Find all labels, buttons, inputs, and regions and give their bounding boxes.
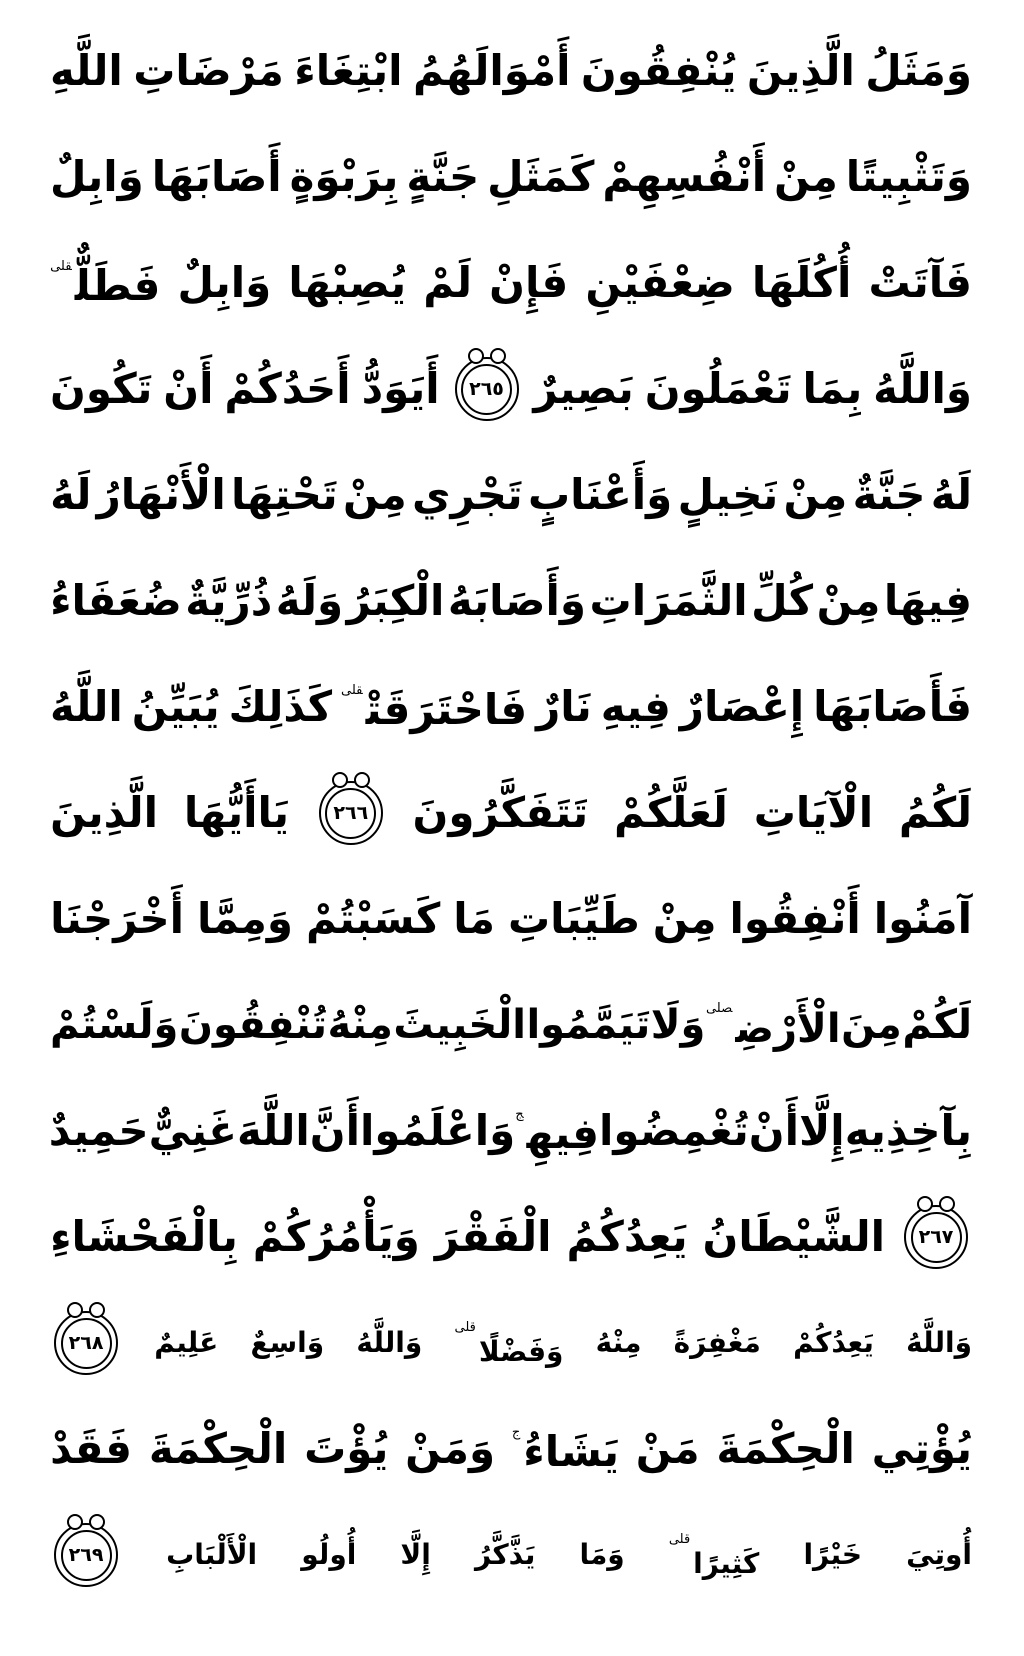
quran-word: أَمْوَالَهُمُ [412,46,571,95]
verse-number: ٢٦٥ [461,364,512,415]
quran-word: كُلِّ [751,576,814,625]
quran-word: أُوتِيَ [906,1538,972,1571]
quran-word: بِمَا [802,364,863,413]
quran-word: يُؤْتِي [871,1424,972,1473]
quran-word: بَصِيرٌ [533,364,634,413]
quran-word: ضِعْفَيْنِ [585,258,735,307]
quran-line-7 [50,654,972,760]
quran-word: أَحَدُكُمْ [224,364,351,413]
quran-word: فَإِنْ [489,258,569,307]
quran-word: وَيَأْمُرُكُمْ [252,1212,420,1261]
quran-word: لَكُمْ [902,1002,972,1048]
quran-word: لَعَلَّكُمْ [613,788,728,837]
quran-word: وَاللَّهُ [356,1326,423,1359]
quran-word: فَاحْتَرَقَتْ$^{قلى}$ [341,682,528,734]
quran-word: اللَّهَ [236,1106,310,1155]
quran-word: فِيهِ$^ج$ [515,1106,600,1158]
quran-word: جَنَّةٍ [406,152,480,201]
quran-word: وَلَا [650,1002,706,1048]
verse-end-marker [904,1205,968,1269]
quran-word: يَشَاءُ$^ج$ [511,1424,620,1476]
quran-word: الْحِكْمَةَ [716,1424,855,1473]
quran-word: لَمْ [423,258,472,307]
quran-word: وَمَثَلُ [865,46,972,95]
quran-word: يُؤْتَ [304,1424,389,1473]
waqf-mark: قلى [341,682,363,698]
verse-number: ٢٦٨ [61,1318,112,1369]
quran-word: إِلَّا [799,1106,845,1155]
verse-number: ٢٦٧ [911,1212,962,1263]
quran-word: بِرَبْوَةٍ [289,152,399,201]
waqf-mark: ج [515,1106,524,1122]
quran-word: وَلَهُ [275,576,344,625]
quran-word: مَنْ [635,1424,700,1473]
quran-word: أَخْرَجْنَا [50,894,185,943]
quran-word: أَصَابَهَا [151,152,282,201]
quran-word: الْفَقْرَ [434,1212,552,1261]
quran-word: أَيَوَدُّ [361,364,440,413]
quran-word: تَجْرِي [412,470,523,519]
quran-line-2 [50,124,972,230]
verse-end-marker [54,1311,118,1375]
quran-word: أُولُو [301,1538,357,1571]
quran-word: تُغْمِضُوا [599,1106,749,1155]
quran-line-11 [50,1078,972,1184]
quran-word: لَهُ [50,470,92,519]
quran-line-13 [50,1290,972,1396]
quran-word: وَمِمَّا [196,894,294,943]
quran-line-9 [50,866,972,972]
quran-line-14 [50,1396,972,1502]
quran-word: خَيْرًا [803,1538,863,1571]
quran-word: يُنْفِقُونَ [580,46,737,95]
waqf-mark: قلى [454,1319,476,1335]
quran-word: مَا [453,894,496,943]
quran-line-5 [50,442,972,548]
quran-word: اللَّهِ [50,46,123,95]
quran-word: تَكُونَ [50,364,153,413]
quran-word: تَحْتِهَا [231,470,338,519]
quran-word: الْأَلْبَابِ [166,1538,258,1571]
quran-word: ضُعَفَاءُ [50,576,182,625]
quran-word: الْخَبِيثَ [393,1002,526,1048]
quran-word: الْآيَاتِ [753,788,874,837]
quran-line-4 [50,336,972,442]
quran-word: كَثِيرًا$^{قلى}$ [668,1531,760,1580]
quran-word: الْأَرْضِ$^{صلى}$ [705,1000,841,1052]
quran-word: ذُرِّيَّةٌ [185,576,273,625]
quran-text-block [50,18,972,1608]
quran-word: مِنَ [841,1002,902,1048]
quran-word: الَّذِينَ [50,788,159,837]
quran-word: مِنْهُ [327,1002,393,1048]
verse-number: ٢٦٩ [61,1530,112,1581]
quran-word: وَمَنْ [405,1424,496,1473]
quran-word: مِنْ [816,576,881,625]
quran-word: لَكُمُ [898,788,972,837]
quran-word: الشَّيْطَانُ [702,1212,886,1261]
quran-word: كَذَلِكَ [228,682,333,731]
quran-word: تَيَمَّمُوا [526,1002,651,1048]
quran-word: وَاللَّهُ [906,1326,972,1359]
quran-word: مِنْ [342,470,407,519]
quran-word: يَعِدُكُمُ [566,1212,688,1261]
quran-word: غَنِيٌّ [148,1106,237,1155]
quran-word: فِيهِ [600,682,671,731]
quran-word: وَابِلٌ [50,152,144,201]
quran-word: بِالْفَحْشَاءِ [50,1212,238,1261]
quran-word: وَلَسْتُمْ [50,1002,179,1048]
quran-word: أُكُلَهَا [751,258,852,307]
quran-line-15 [50,1502,972,1608]
quran-word: مَرْضَاتِ [133,46,284,95]
quran-word: مِنْهُ [595,1326,642,1359]
quran-word: الْأَنْهَارُ [96,470,226,519]
quran-word: حَمِيدٌ [48,1106,149,1155]
quran-word: الَّذِينَ [746,46,855,95]
quran-word: وَتَثْبِيتًا [845,152,972,201]
verse-end-marker [455,357,519,421]
quran-word: وَمَا [579,1538,625,1571]
quran-word: مِنْ [774,152,838,201]
quran-word: وَابِلٌ [177,258,272,307]
waqf-mark: قلى [668,1531,691,1547]
quran-line-12 [50,1184,972,1290]
quran-word: يُصِبْهَا [288,258,407,307]
quran-word: وَأَصَابَهُ [447,576,587,625]
verse-end-marker [319,781,383,845]
quran-word: كَمَثَلِ [487,152,595,201]
quran-word: مِنْ [783,470,848,519]
quran-word: تَتَفَكَّرُونَ [412,788,589,837]
quran-line-1 [50,18,972,124]
quran-word: إِعْصَارٌ [679,682,805,731]
quran-word: فَقَدْ [50,1424,133,1473]
quran-word: نَارٌ [536,682,592,731]
quran-word: فَأَصَابَهَا [813,682,972,731]
quran-word: بِآخِذِيهِ [844,1106,972,1155]
quran-word: إِلَّا [400,1538,431,1571]
quran-word: أَنْ [163,364,214,413]
quran-word: كَسَبْتُمْ [305,894,441,943]
quran-line-3 [50,230,972,336]
quran-word: أَنْفُسِهِمْ [602,152,767,201]
quran-word: وَاعْلَمُوا [360,1106,516,1155]
quran-word: لَهُ [930,470,972,519]
quran-word: عَلِيمٌ [154,1326,219,1359]
quran-line-8 [50,760,972,866]
quran-word: ابْتِغَاءَ [294,46,403,95]
waqf-mark: صلى [705,1000,733,1016]
quran-word: يَذَّكَّرُ [474,1538,536,1571]
verse-end-marker [54,1523,118,1587]
quran-word: وَاسِعٌ [250,1326,325,1359]
waqf-mark: قلى [50,258,72,274]
quran-word: الْحِكْمَةَ [148,1424,288,1473]
quran-word: أَنَّ [309,1106,360,1155]
quran-line-6 [50,548,972,654]
quran-word: يُبَيِّنُ [131,682,220,731]
quran-line-10 [50,972,972,1078]
quran-word: تُنْفِقُونَ [178,1002,327,1048]
quran-word: مَغْفِرَةً [673,1326,761,1359]
quran-word: آمَنُوا [873,894,972,943]
waqf-mark: ج [511,1424,521,1440]
quran-word: طَيِّبَاتِ [507,894,640,943]
quran-word: الْكِبَرُ [346,576,445,625]
quran-word: تَعْمَلُونَ [644,364,792,413]
quran-word: فَآتَتْ [868,258,972,307]
quran-word: وَاللَّهُ [873,364,972,413]
quran-word: وَأَعْنَابٍ [527,470,673,519]
verse-number: ٢٦٦ [325,788,376,839]
quran-word: فَطَلٌّ$^{قلى}$ [50,258,161,310]
quran-word: مِنْ [652,894,717,943]
quran-word: يَعِدُكُمْ [793,1326,874,1359]
quran-word: أَنْ [748,1106,800,1155]
quran-word: جَنَّةٌ [852,470,926,519]
quran-word: اللَّهُ [50,682,123,731]
quran-word: يَاأَيُّهَا [183,788,290,837]
quran-word: نَخِيلٍ [677,470,779,519]
quran-word: فِيهَا [883,576,972,625]
quran-word: وَفَضْلًا$^{قلى}$ [454,1319,564,1368]
quran-word: أَنْفِقُوا [729,894,861,943]
quran-word: الثَّمَرَاتِ [589,576,748,625]
